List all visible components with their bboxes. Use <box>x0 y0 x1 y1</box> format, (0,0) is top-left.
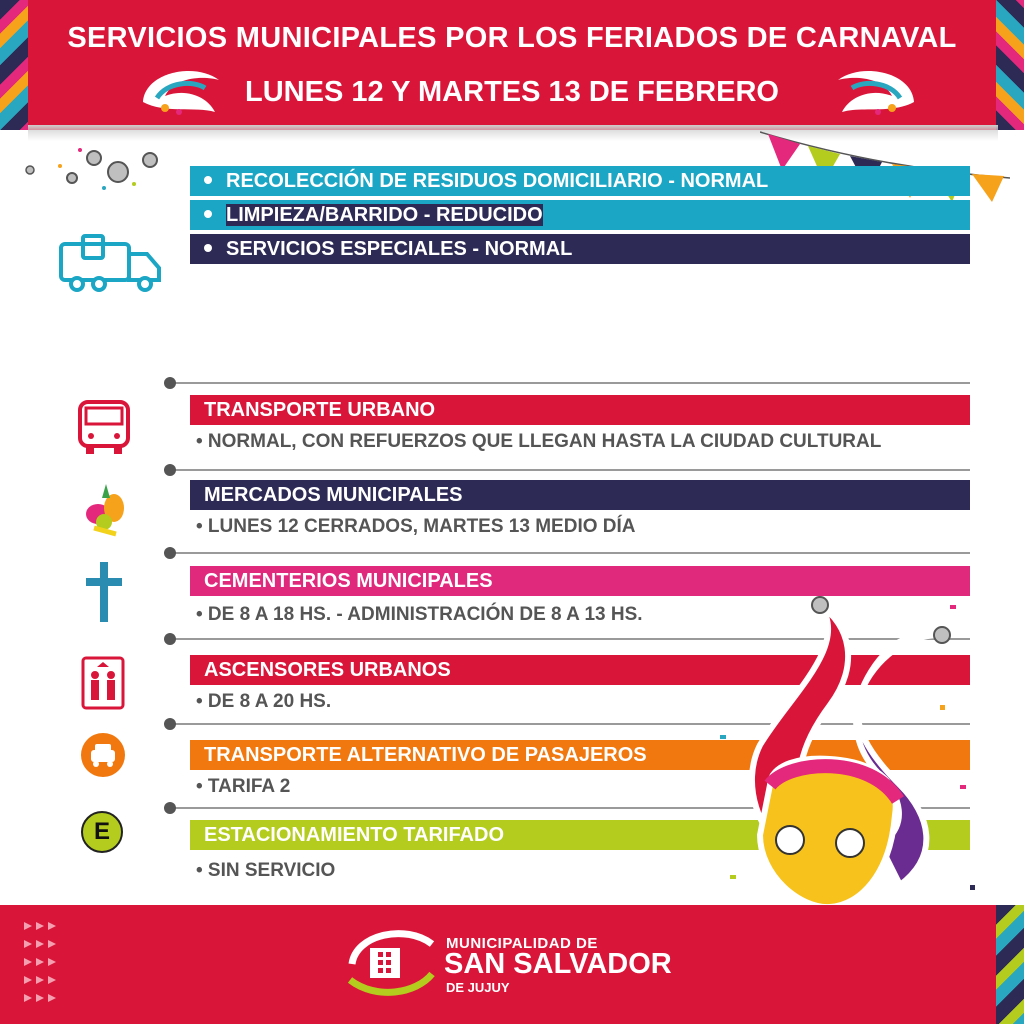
waste-item-label: BARRIDO Y SERVICIOS ESPECIALES - NORMAL <box>226 308 690 330</box>
divider-knob-icon <box>164 802 176 814</box>
left-pattern-decoration <box>0 0 28 130</box>
section-elevators-detail: • DE 8 A 20 HS. <box>196 691 332 712</box>
parking-e-icon: E <box>81 811 123 853</box>
bullet-icon <box>204 210 212 218</box>
garbage-truck-icon <box>55 232 165 294</box>
page-title: SERVICIOS MUNICIPALES POR LOS FERIADOS DE CARNAVAL <box>67 22 957 54</box>
bullet-icon <box>204 176 212 184</box>
section-title: MERCADOS MUNICIPALES <box>204 484 463 506</box>
section-divider <box>170 552 970 554</box>
waste-item-residential-collection <box>190 166 970 196</box>
bells-confetti-decoration-icon <box>20 140 170 200</box>
fruits-icon <box>76 478 132 542</box>
municipality-logo-icon <box>346 924 436 1000</box>
page-subtitle-dates: LUNES 12 Y MARTES 13 DE FEBRERO <box>245 76 779 108</box>
carnival-jester-mask-icon <box>700 585 1000 925</box>
section-title: CEMENTERIOS MUNICIPALES <box>204 570 493 592</box>
section-urban-transport-detail: • NORMAL, CON REFUERZOS QUE LLEGAN HASTA LA CIUDAD CULTURAL <box>196 431 882 452</box>
bus-icon <box>76 398 132 458</box>
waste-item-mechanical-sweeping <box>190 337 970 367</box>
waste-item-cleaning-sweeping <box>190 200 970 230</box>
right-pattern-decoration <box>996 0 1024 130</box>
section-title: TRANSPORTE URBANO <box>204 399 436 421</box>
section-alt-transport-detail: • TARIFA 2 <box>196 776 291 797</box>
divider-knob-icon <box>164 718 176 730</box>
right-swirl-ornament-icon <box>830 62 922 124</box>
cross-icon <box>84 560 124 624</box>
section-cemeteries-detail: • DE 8 A 18 HS. - ADMINISTRACIÓN DE 8 A 13 HS. <box>196 604 643 625</box>
taxi-icon <box>80 732 126 778</box>
section-title: ESTACIONAMIENTO TARIFADO <box>204 824 504 846</box>
bullet-icon <box>204 314 212 322</box>
footer-right-pattern-decoration <box>996 905 1024 1024</box>
logo-line3: DE JUJUY <box>446 980 510 995</box>
waste-item-sweeping-special <box>190 304 970 334</box>
waste-item-limsa <box>190 269 970 299</box>
section-markets-header <box>190 480 970 510</box>
divider-knob-icon <box>164 464 176 476</box>
section-divider <box>170 469 970 471</box>
logo-line2: SAN SALVADOR <box>444 948 672 980</box>
section-parking-detail: • SIN SERVICIO <box>196 860 336 881</box>
section-divider <box>170 382 970 384</box>
divider-knob-icon <box>164 633 176 645</box>
section-markets-detail: • LUNES 12 CERRADOS, MARTES 13 MEDIO DÍA <box>196 516 636 537</box>
left-swirl-ornament-icon <box>135 62 227 124</box>
section-urban-transport-header <box>190 395 970 425</box>
waste-item-label: RECOLECCIÓN DE RESIDUOS DOMICILIARIO - NORMAL <box>226 170 769 192</box>
section-title: TRANSPORTE ALTERNATIVO DE PASAJEROS <box>204 744 647 766</box>
bullet-icon <box>204 279 212 287</box>
divider-knob-icon <box>164 547 176 559</box>
waste-item-label: BARRIDO MECANICO - SIN SERVICIO <box>226 341 586 363</box>
elevator-icon <box>80 655 126 711</box>
waste-item-label: LIMSA - NORMAL <box>226 273 394 295</box>
logo-line1: MUNICIPALIDAD DE <box>446 935 598 952</box>
waste-item-special-services <box>190 234 970 264</box>
footer-arrows-decoration-icon <box>22 918 62 1008</box>
bullet-icon <box>204 244 212 252</box>
divider-knob-icon <box>164 377 176 389</box>
bullet-icon <box>204 347 212 355</box>
waste-item-label: LIMPIEZA/BARRIDO - REDUCIDO <box>226 204 543 226</box>
section-title: ASCENSORES URBANOS <box>204 659 451 681</box>
waste-item-label: SERVICIOS ESPECIALES - NORMAL <box>226 238 573 260</box>
